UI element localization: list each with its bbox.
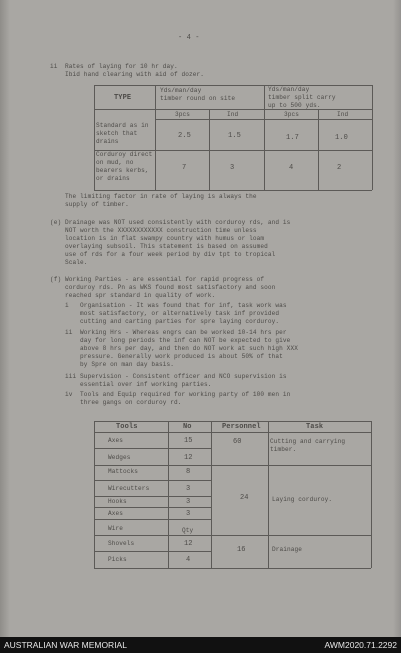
tools-group-task: Drainage — [272, 546, 303, 553]
table-row-type: Corduroy direct on mud, no bearers kerbs, or drains — [96, 151, 153, 182]
tools-group-task: Laying corduroy. — [272, 496, 333, 503]
section-ii-line2: Ibid hand clearing with aid of dozer. — [50, 71, 205, 78]
section-f-iv: iv Tools and Equip required for working party of 100 men in three gangs on corduroy rd. — [65, 391, 291, 406]
table-subheader-inf-2: Ind — [337, 111, 349, 118]
tools-row-no: 12 — [184, 454, 193, 462]
section-e-paragraph: (e) Drainage was NOT used consistently with corduroy rds, and is NOT worth the XXXXXXXXXXXX construction time unless location is in flat swampy country with humus or loam overlaying subsoil. This statement is based on assumed use of rds for a four week period by div tpt to tropical Scale. — [50, 219, 291, 266]
tools-header-personnel: Personnel — [222, 423, 261, 431]
tools-row-tool: Axes — [108, 437, 124, 444]
table-cell: 1.7 — [286, 134, 299, 142]
tools-row-tool: Mattocks — [108, 468, 139, 475]
table-header-timber-round: Yds/man/day timber round on site — [160, 87, 236, 102]
footer-institution: AUSTRALIAN WAR MEMORIAL — [4, 640, 127, 650]
tools-row-no: Qty — [182, 527, 194, 534]
tools-header-task: Task — [306, 423, 324, 431]
tools-row-no: 12 — [184, 540, 193, 548]
table-cell: 3 — [230, 164, 235, 172]
table-subheader-spr-2: 3pcs — [284, 111, 300, 118]
tools-header-no: No — [183, 423, 192, 431]
tools-group-personnel: 16 — [237, 546, 246, 554]
tools-group-personnel: 24 — [240, 494, 249, 502]
table-header-timber-split: Yds/man/day timber split carry up to 500 yds. — [268, 86, 336, 109]
tools-row-no: 4 — [186, 556, 191, 564]
section-f-iii: iii Supervision - Consistent officer and NCO supervision is essential over inf working parties. — [65, 373, 287, 388]
section-ii-note-1: The limiting factor in rate of laying is always the — [50, 193, 257, 200]
footer-accession-number: AWM2020.71.2292 — [324, 640, 397, 650]
tools-row-no: 8 — [186, 468, 191, 476]
table-cell: 1.0 — [335, 134, 348, 142]
table-cell: 2 — [337, 164, 342, 172]
tools-row-no: 3 — [186, 510, 191, 518]
table-cell: 4 — [289, 164, 294, 172]
table-cell: 7 — [182, 164, 187, 172]
tools-row-tool: Wedges — [108, 454, 131, 461]
tools-header-tools: Tools — [116, 423, 138, 431]
section-ii-note-2: supply of timber. — [50, 201, 129, 208]
archive-footer-bar — [0, 637, 401, 653]
tools-row-tool: Axes — [108, 510, 124, 517]
tools-row-tool: Shovels — [108, 540, 135, 547]
tools-row-no: 3 — [186, 485, 191, 493]
table-header-type: TYPE — [114, 94, 132, 102]
table-subheader-spr-1: 3pcs — [175, 111, 191, 118]
table-row-type: Standard as in sketch that drains — [96, 122, 149, 145]
section-f-i: i Organisation - It was found that for inf, task work was most satisfactory, or alternatively task inf provided cutting and carting parties for spre laying corduroy. — [65, 302, 287, 325]
section-f-intro: (f) Working Parties - are essential for rapid progress of corduroy rds. Pn as WKS found most satisfactory and soon reached spr standard in quality of work. — [50, 276, 276, 299]
tools-row-tool: Hooks — [108, 498, 127, 505]
tools-row-tool: Wire — [108, 525, 124, 532]
tools-row-tool: Picks — [108, 556, 127, 563]
tools-row-no: 15 — [184, 437, 193, 445]
tools-group-task: Cutting and carrying timber. — [270, 438, 346, 453]
page-number: - 4 - — [178, 34, 200, 42]
table-cell: 1.5 — [228, 132, 241, 140]
section-ii-line1: ii Rates of laying for 10 hr day. — [50, 63, 178, 70]
section-f-ii: ii Working Hrs - Whereas engrs can be worked 10-14 hrs per day for long periods the inf can NOT be expected to give above 8 hrs per day, and then do NOT work at such high XXX pressure. Generally work produced is about 50% of that by Spre on man day basis. — [65, 329, 298, 368]
tools-row-tool: Wirecutters — [108, 485, 150, 492]
table-cell: 2.5 — [178, 132, 191, 140]
tools-row-no: 3 — [186, 498, 191, 506]
table-subheader-inf-1: Ind — [227, 111, 239, 118]
tools-group-personnel: 60 — [233, 438, 242, 446]
